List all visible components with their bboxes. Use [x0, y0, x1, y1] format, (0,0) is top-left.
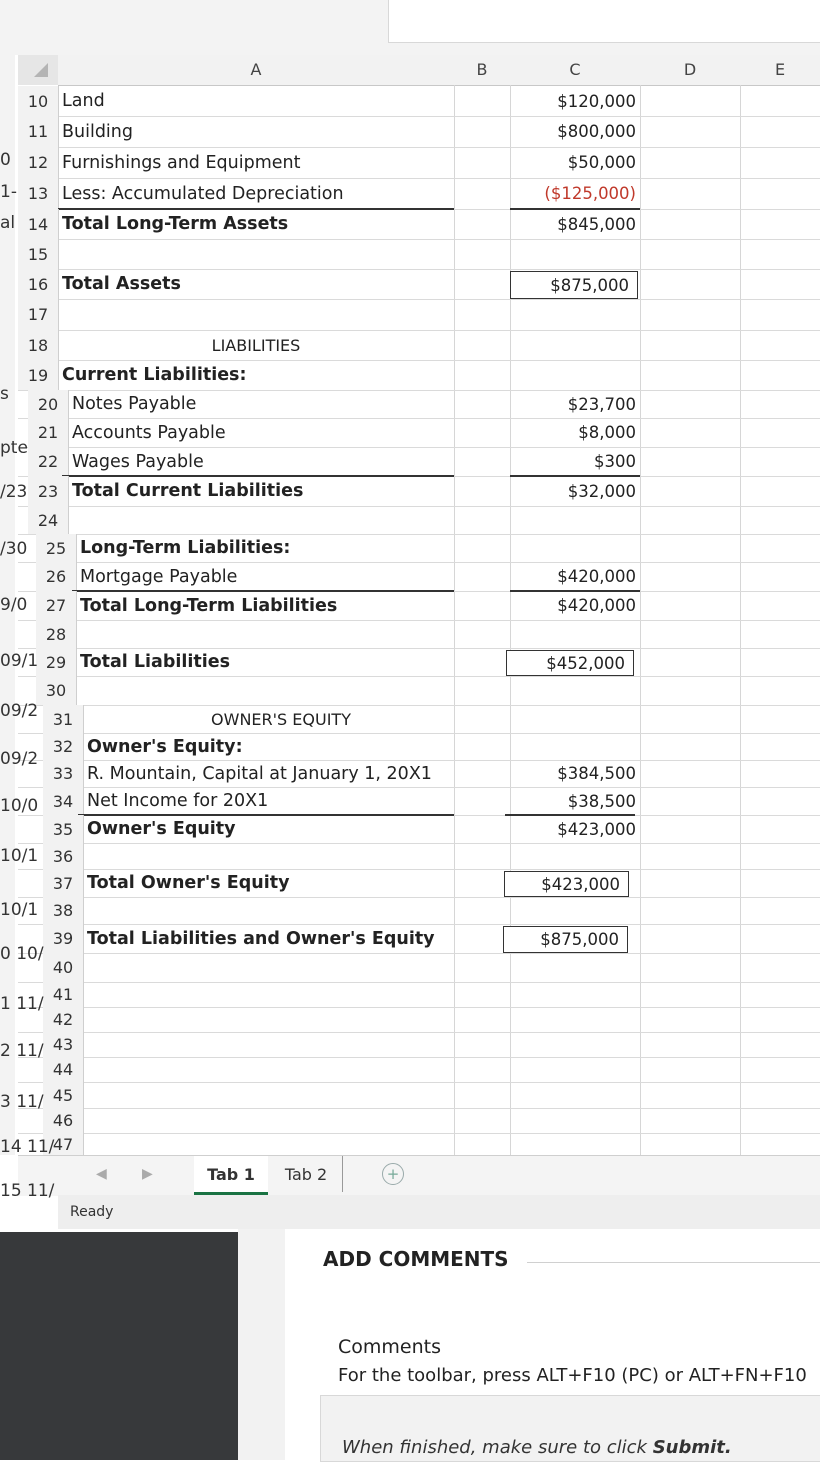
select-all-triangle-icon [34, 63, 48, 77]
cell-label[interactable]: Net Income for 20X1 [87, 791, 269, 811]
table-row[interactable] [18, 869, 820, 898]
table-row[interactable] [18, 178, 820, 210]
table-row[interactable] [18, 843, 820, 870]
cell-label[interactable]: Total Assets [62, 274, 181, 294]
table-row[interactable] [18, 1082, 820, 1109]
row-number[interactable]: 41 [43, 982, 84, 1007]
row-number[interactable]: 10 [18, 86, 59, 116]
table-row[interactable] [18, 676, 820, 706]
cell-label[interactable]: Owner's Equity [87, 819, 236, 839]
row-number[interactable]: 11 [18, 116, 59, 147]
row-number[interactable]: 39 [43, 924, 84, 953]
column-header-e[interactable]: E [740, 55, 820, 86]
cell-label[interactable]: R. Mountain, Capital at January 1, 20X1 [87, 763, 432, 784]
cell-label[interactable]: Total Current Liabilities [72, 481, 304, 501]
left-pane-fragment: 9/0 [0, 595, 28, 615]
total-box-value[interactable]: $452,000 [506, 650, 634, 676]
left-pane-fragment: 14 11/ [0, 1137, 55, 1157]
table-row[interactable] [18, 239, 820, 270]
row-number[interactable]: 38 [43, 897, 84, 924]
left-pane-fragment: 3 11/ [0, 1092, 44, 1112]
row-number[interactable]: 30 [36, 676, 77, 705]
left-pane-fragment: 09/1 [0, 651, 39, 671]
cell-value[interactable]: $420,000 [557, 596, 636, 615]
add-sheet-icon[interactable]: + [382, 1163, 404, 1185]
row-number[interactable]: 26 [36, 562, 77, 591]
row-number[interactable]: 37 [43, 869, 84, 897]
left-pane-fragment: 09/2 [0, 701, 39, 721]
column-header-b[interactable]: B [454, 55, 511, 86]
left-pane-fragment: 1- [0, 182, 17, 202]
left-pane-fragment: /23 [0, 482, 28, 502]
table-row[interactable] [18, 1057, 820, 1083]
cell-label[interactable]: Wages Payable [72, 451, 204, 472]
left-pane-fragment: 09/2 [0, 749, 39, 769]
table-row[interactable] [18, 815, 820, 844]
submit-reminder-text: When finished, make sure to click [342, 1437, 653, 1458]
row-number[interactable]: 45 [43, 1082, 84, 1108]
table-row[interactable] [18, 116, 820, 148]
row-number[interactable]: 18 [18, 330, 59, 360]
table-row[interactable] [18, 147, 820, 179]
cell-label[interactable]: Total Long-Term Assets [62, 214, 289, 234]
column-header-a[interactable]: A [58, 55, 455, 86]
table-row[interactable] [18, 924, 820, 954]
left-pane-fragment: pte [0, 438, 28, 458]
row-number[interactable]: 24 [28, 506, 69, 534]
table-row[interactable] [18, 269, 820, 300]
cell-value[interactable]: $420,000 [557, 567, 636, 586]
row-number[interactable]: 32 [43, 733, 84, 760]
cell-label[interactable]: OWNER'S EQUITY [211, 709, 351, 729]
top-input-box[interactable] [388, 0, 820, 43]
cell-value[interactable]: $50,000 [567, 153, 636, 172]
cell-label[interactable]: Current Liabilities: [62, 365, 247, 385]
row-number[interactable]: 43 [43, 1032, 84, 1057]
left-pane-fragment: 10/1 [0, 900, 39, 920]
left-pane-fragment: 10/0 [0, 796, 39, 816]
table-row[interactable] [18, 953, 820, 983]
cell-label[interactable]: Furnishings and Equipment [62, 152, 301, 173]
table-row[interactable] [18, 418, 820, 448]
table-row[interactable] [18, 299, 820, 331]
table-row[interactable] [18, 1133, 820, 1156]
submit-reminder [342, 1437, 732, 1458]
row-number[interactable]: 40 [43, 953, 84, 982]
table-row[interactable] [18, 1007, 820, 1033]
row-number[interactable]: 47 [43, 1133, 84, 1155]
table-row[interactable] [18, 705, 820, 734]
table-row[interactable] [18, 476, 820, 507]
table-row[interactable] [18, 209, 820, 240]
table-row[interactable] [18, 787, 820, 816]
row-number[interactable]: 16 [18, 269, 59, 299]
cell-label[interactable]: Total Owner's Equity [87, 873, 290, 893]
row-number[interactable]: 29 [36, 648, 77, 676]
row-number[interactable]: 36 [43, 843, 84, 869]
row-number[interactable]: 33 [43, 760, 84, 787]
submit-word: Submit. [652, 1437, 732, 1458]
row-number[interactable]: 21 [28, 418, 69, 447]
row-number[interactable]: 12 [18, 147, 59, 178]
row-number[interactable]: 17 [18, 299, 59, 330]
scroll-right-icon[interactable]: ▶ [142, 1166, 153, 1182]
row-number[interactable]: 20 [28, 390, 69, 418]
cell-label[interactable]: Mortgage Payable [80, 566, 238, 587]
cell-label[interactable]: Notes Payable [72, 394, 197, 414]
cell-label[interactable]: Owner's Equity: [87, 736, 243, 757]
left-pane-fragment: 0 [0, 150, 11, 170]
left-pane-fragment: 0 10/ [0, 944, 44, 964]
table-row[interactable] [18, 733, 820, 761]
row-number[interactable]: 34 [43, 787, 84, 815]
cell-label[interactable]: Accounts Payable [72, 422, 226, 443]
table-row[interactable] [18, 330, 820, 361]
add-comments-heading: ADD COMMENTS [323, 1247, 509, 1271]
table-row[interactable] [18, 506, 820, 535]
row-number[interactable]: 25 [36, 534, 77, 562]
cell-label[interactable]: Building [62, 121, 133, 142]
cell-value[interactable]: $8,000 [578, 423, 636, 442]
row-number[interactable]: 46 [43, 1108, 84, 1133]
table-row[interactable] [18, 620, 820, 649]
left-pane-fragment: /30 [0, 539, 28, 559]
cell-label[interactable]: Land [62, 91, 105, 111]
table-row[interactable] [18, 447, 820, 477]
left-pane-fragment: 10/1 [0, 846, 39, 866]
table-row[interactable] [18, 562, 820, 592]
total-box-value[interactable]: $875,000 [510, 271, 638, 299]
row-number[interactable]: 28 [36, 620, 77, 648]
row-number[interactable]: 42 [43, 1007, 84, 1032]
left-pane-fragment: al [0, 213, 16, 233]
comments-label: Comments [338, 1336, 441, 1358]
left-pane-fragment: 2 11/ [0, 1041, 44, 1061]
row-number[interactable]: 13 [18, 178, 59, 209]
row-number[interactable]: 14 [18, 209, 59, 239]
dark-side-panel [0, 1232, 238, 1460]
cell-value[interactable]: $845,000 [557, 214, 636, 234]
table-row[interactable] [18, 982, 820, 1008]
left-pane-fragment: 15 11/ [0, 1181, 55, 1201]
cell-label[interactable]: Long-Term Liabilities: [80, 538, 291, 558]
total-box-value[interactable]: $423,000 [504, 871, 629, 897]
row-number[interactable]: 35 [43, 815, 84, 843]
tab-2[interactable]: Tab 2 [270, 1156, 343, 1192]
cell-label[interactable]: Less: Accumulated Depreciation [62, 183, 344, 204]
heading-rule [527, 1262, 820, 1263]
cell-value[interactable]: $384,500 [557, 764, 636, 783]
table-row[interactable] [18, 390, 820, 419]
left-pane-fragment: 1 11/ [0, 994, 44, 1014]
cell-value[interactable]: $38,500 [567, 791, 636, 811]
cell-label[interactable]: Total Long-Term Liabilities [80, 595, 338, 616]
tab-1[interactable]: Tab 1 [194, 1156, 268, 1195]
cell-value[interactable]: $423,000 [557, 819, 636, 839]
left-pane-fragment: s [0, 384, 9, 404]
table-row[interactable] [18, 86, 820, 117]
table-row[interactable] [18, 648, 820, 677]
table-row[interactable] [18, 760, 820, 788]
row-number[interactable]: 23 [28, 476, 69, 506]
cell-label[interactable]: LIABILITIES [211, 335, 301, 355]
table-row[interactable] [18, 897, 820, 925]
row-number[interactable]: 27 [36, 591, 77, 620]
cell-value[interactable]: $32,000 [567, 481, 636, 501]
cell-value[interactable]: $23,700 [567, 394, 636, 414]
row-number[interactable]: 44 [43, 1057, 84, 1082]
table-row[interactable] [18, 360, 820, 391]
table-row[interactable] [18, 1032, 820, 1058]
cell-label[interactable]: Total Liabilities and Owner's Equity [87, 928, 435, 949]
table-row[interactable] [18, 1108, 820, 1134]
scroll-left-icon[interactable]: ◀ [96, 1166, 107, 1182]
cell-value[interactable]: $300 [594, 452, 636, 471]
table-row[interactable] [18, 534, 820, 563]
sheet-tabs-bar [18, 1155, 820, 1196]
status-bar [58, 1195, 820, 1229]
toolbar-hint: For the toolbar, press ALT+F10 (PC) or ALT+FN+F10 [338, 1365, 807, 1386]
table-row[interactable] [18, 591, 820, 621]
cell-label[interactable]: Total Liabilities [80, 652, 231, 672]
cell-value[interactable]: ($125,000) [544, 184, 636, 203]
column-header-d[interactable]: D [640, 55, 741, 86]
cell-value[interactable]: $120,000 [557, 91, 636, 111]
cell-value[interactable]: $800,000 [557, 122, 636, 141]
row-number[interactable]: 22 [28, 447, 69, 476]
row-number[interactable]: 15 [18, 239, 59, 269]
row-number[interactable]: 19 [18, 360, 59, 390]
status-text: Ready [70, 1204, 114, 1220]
row-number[interactable]: 31 [43, 705, 84, 733]
total-box-value[interactable]: $875,000 [503, 926, 628, 953]
column-header-c[interactable]: C [510, 55, 641, 86]
